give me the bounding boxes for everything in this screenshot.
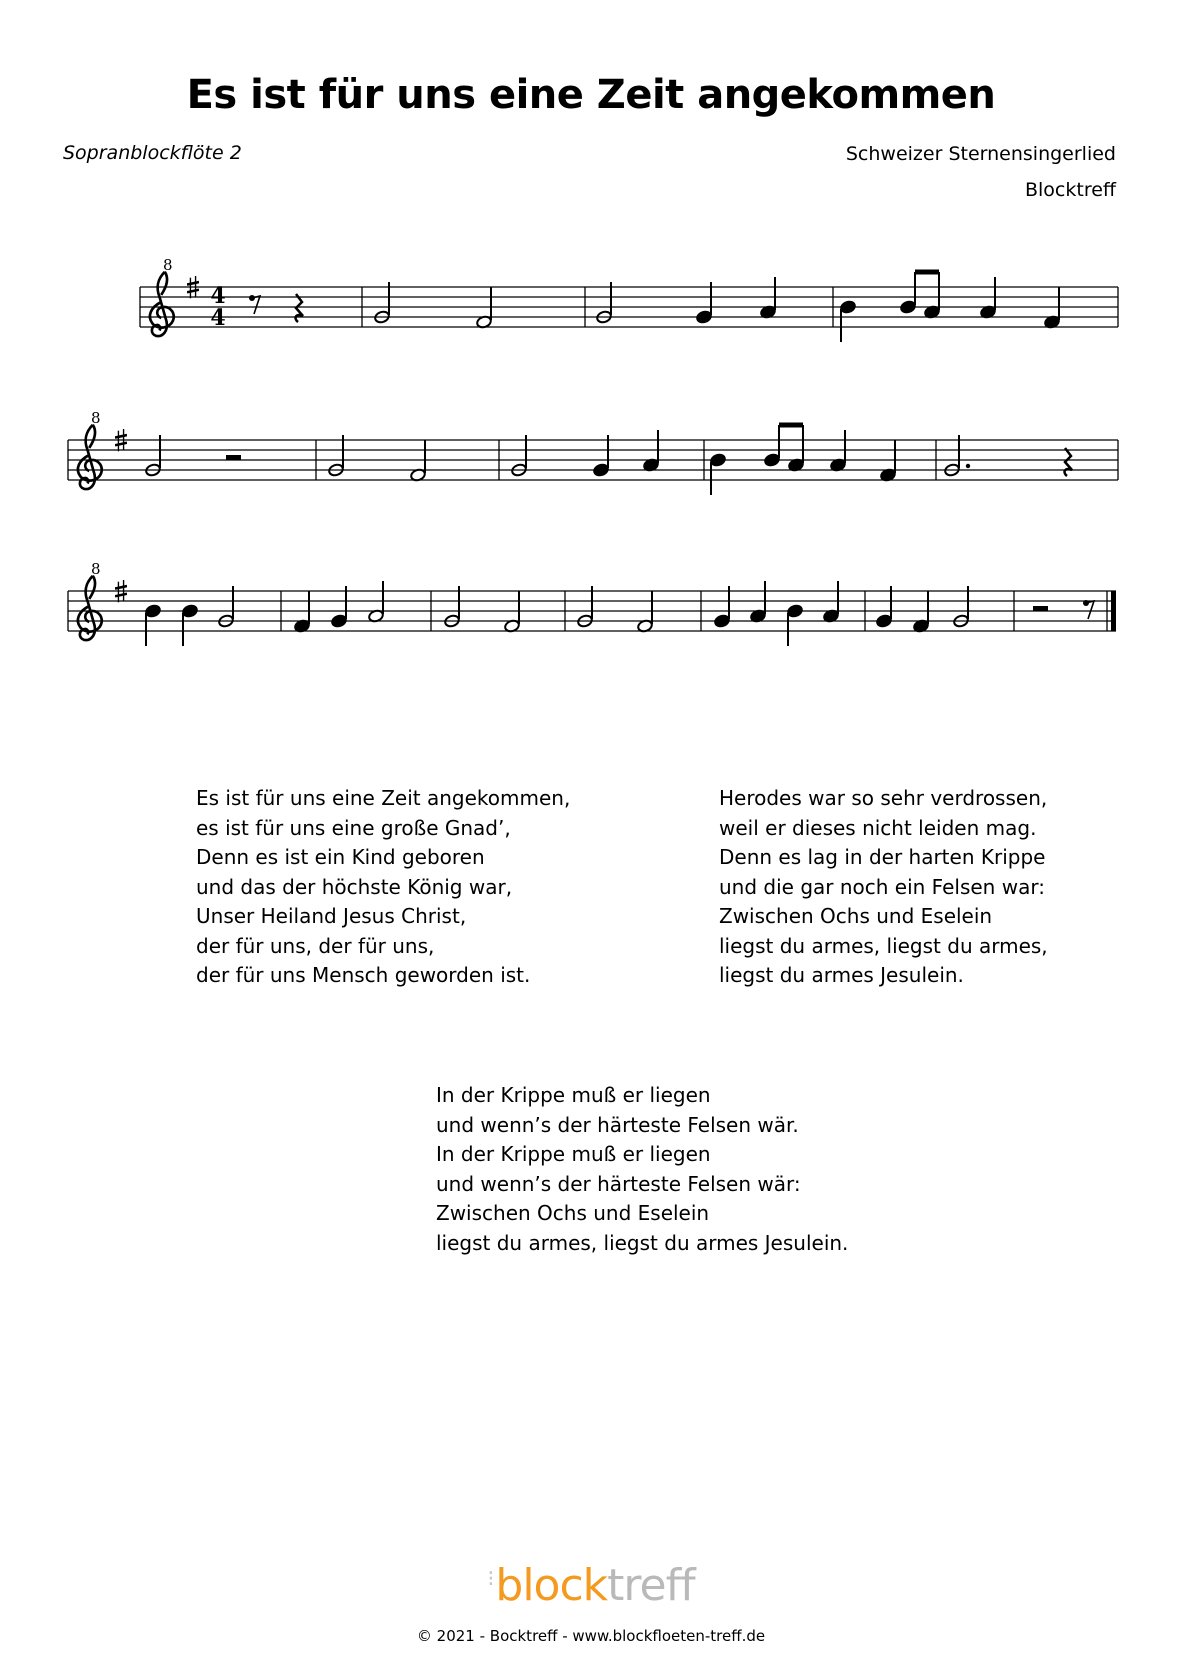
- lyrics-verse-3: [436, 1081, 848, 1258]
- lyrics-verse-2: [719, 784, 1048, 991]
- instrument-label: Sopranblockflöte 2: [63, 142, 242, 164]
- logo-dots-icon: ⁝: [487, 1567, 494, 1592]
- lyric-line: der für uns Mensch geworden ist.: [196, 963, 531, 987]
- blocktreff-logo: [0, 1560, 1182, 1611]
- lyric-line: der für uns, der für uns,: [196, 933, 435, 958]
- lyric-line: weil er dieses nicht leiden mag.: [719, 815, 1037, 840]
- time-sig-top: 4: [210, 283, 226, 309]
- lyric-line: Denn es ist ein Kind geboren: [196, 845, 485, 869]
- logo-text-treff: treff: [607, 1560, 695, 1611]
- eighth-rest-icon: [249, 295, 260, 314]
- final-barline: [1111, 591, 1116, 631]
- lyric-line: und wenn’s der härteste Felsen wär:: [436, 1171, 801, 1196]
- staff-3: [68, 560, 1116, 646]
- time-sig-bottom: 4: [210, 305, 226, 331]
- octave-mark: 8: [91, 409, 101, 427]
- lyric-line: In der Krippe muß er liegen: [436, 1083, 711, 1107]
- composer-label: Schweizer Sternensingerlied: [845, 143, 1116, 165]
- lyrics-verse-1: [196, 784, 570, 991]
- lyric-line: In der Krippe muß er liegen: [436, 1142, 711, 1166]
- lyric-line: Zwischen Ochs und Eselein: [436, 1201, 710, 1225]
- page-title: Es ist für uns eine Zeit angekommen: [186, 72, 996, 118]
- octave-mark: 8: [163, 256, 173, 274]
- lyric-line: Herodes war so sehr verdrossen,: [719, 786, 1048, 810]
- eighth-rest-icon: [1083, 600, 1094, 619]
- lyric-line: liegst du armes Jesulein.: [719, 963, 964, 987]
- sheet-music: [0, 0, 1182, 700]
- arranger-label: Blocktreff: [1024, 179, 1116, 201]
- half-rest-icon: [226, 455, 241, 460]
- lyric-line: und die gar noch ein Felsen war:: [719, 874, 1045, 899]
- footer-copyright: © 2021 - Bocktreff - www.blockfloeten-treff.de: [416, 1627, 766, 1645]
- quarter-rest-icon: [1065, 448, 1072, 476]
- lyric-line: und das der höchste König war,: [196, 874, 513, 899]
- lyric-line: und wenn’s der härteste Felsen wär.: [436, 1112, 799, 1137]
- lyric-line: Es ist für uns eine Zeit angekommen,: [196, 786, 571, 810]
- octave-mark: 8: [91, 560, 101, 578]
- logo-text-block: block: [495, 1560, 608, 1611]
- lyric-line: liegst du armes, liegst du armes Jesulein.: [436, 1230, 849, 1255]
- quarter-rest-icon: [296, 294, 303, 322]
- staff-2: [68, 409, 1118, 495]
- staff-1: [140, 256, 1118, 342]
- lyric-line: Unser Heiland Jesus Christ,: [196, 904, 467, 928]
- half-rest-icon: [1033, 606, 1048, 611]
- lyric-line: Zwischen Ochs und Eselein: [719, 904, 993, 928]
- lyric-line: liegst du armes, liegst du armes,: [719, 933, 1048, 958]
- lyric-line: es ist für uns eine große Gnad’,: [196, 815, 511, 840]
- lyric-line: Denn es lag in der harten Krippe: [719, 845, 1046, 869]
